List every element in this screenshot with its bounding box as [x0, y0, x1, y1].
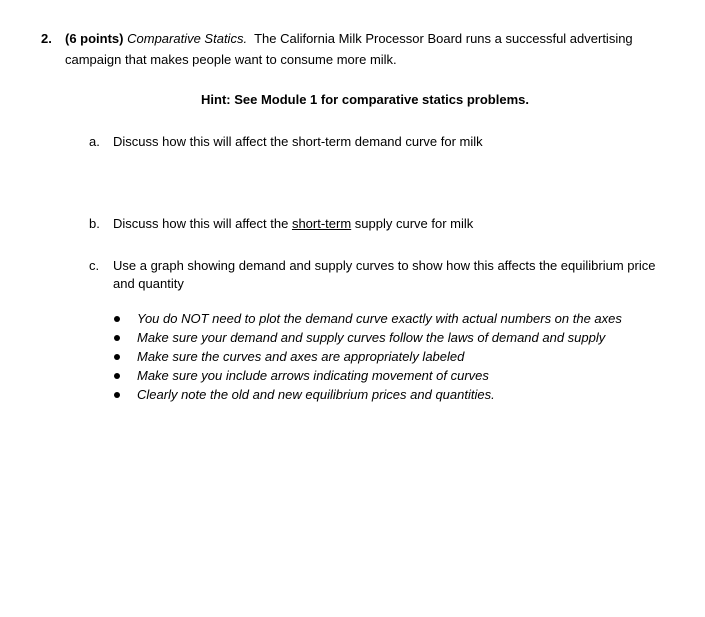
- item-b-text: [113, 216, 473, 231]
- hint: Hint: See Module 1 for comparative statics problems.: [201, 92, 529, 107]
- bullet-item: Make sure the curves and axes are appropriately labeled: [113, 349, 622, 368]
- question-points: (6 points): [65, 31, 124, 46]
- question-number: 2.: [41, 31, 52, 46]
- bullet-icon: [114, 392, 120, 398]
- bullet-icon: [114, 373, 120, 379]
- item-b-letter: b.: [89, 216, 100, 231]
- bullet-item: Make sure you include arrows indicating movement of curves: [113, 368, 622, 387]
- item-c-text-2: and quantity: [113, 276, 184, 291]
- item-b-text-after: supply curve for milk: [351, 216, 474, 231]
- item-a-text: Discuss how this will affect the short-term demand curve for milk: [113, 134, 483, 149]
- item-a-letter: a.: [89, 134, 100, 149]
- bullet-item: Clearly note the old and new equilibrium prices and quantities.: [113, 387, 622, 406]
- question-text-2: campaign that makes people want to consume more milk.: [65, 52, 397, 67]
- question-line-1: [65, 31, 633, 46]
- item-c-letter: c.: [89, 258, 100, 273]
- bullet-icon: [114, 316, 120, 322]
- item-b-text-before: Discuss how this will affect the: [113, 216, 292, 231]
- bullet-list: [113, 311, 622, 406]
- bullet-icon: [114, 354, 120, 360]
- question-topic: Comparative Statics.: [127, 31, 248, 46]
- bullet-icon: [114, 335, 120, 341]
- item-c-text-1: Use a graph showing demand and supply curves to show how this affects the equilibrium price: [113, 258, 656, 273]
- bullet-item: You do NOT need to plot the demand curve exactly with actual numbers on the axes: [113, 311, 622, 330]
- item-b-underlined: short-term: [291, 216, 352, 231]
- bullet-item: Make sure your demand and supply curves follow the laws of demand and supply: [113, 330, 622, 349]
- question-text-1: The California Milk Processor Board runs a successful advertising: [254, 31, 633, 46]
